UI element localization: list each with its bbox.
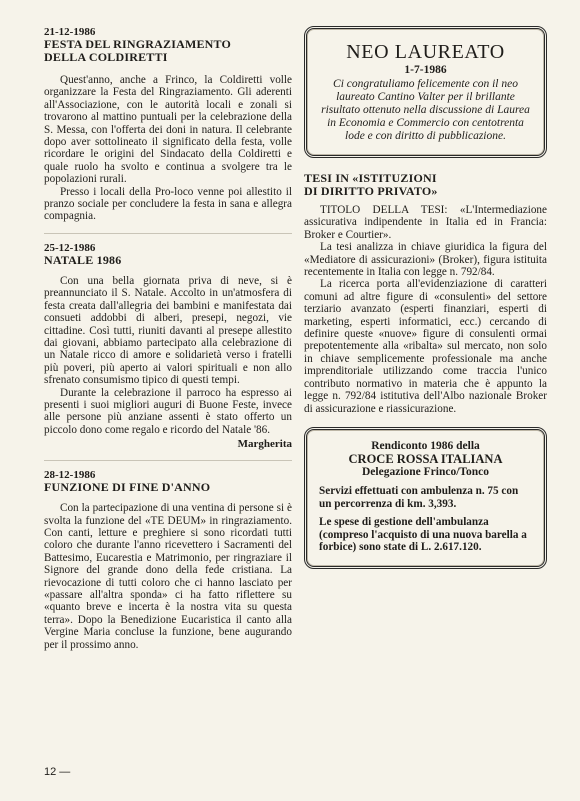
paragraph: Con la partecipazione di una ventina di persone si è svolta la funzione del «TE DEUM» in ringraziamento. Con canti, letture e preghiere si sono ricordati tutti coloro che durante l'anno ricevettero i Sacramenti del Battesimo, Eucarestia e Matrimonio, per ringraziare il Signore del grande dono della fede cristiana. La rievocazione di tutti coloro che ci hanno lasciato per «passare all'altra sponda» ci ha fatto riflettere su «quanto breve e incerta è la nostra vita su questa terra». Dopo la Benedizione Eucaristica il canto alla Vergine Maria concluse la funzione, bene augurando per il prossimo anno. [44,502,292,651]
article-body [44,275,292,436]
page-number: 12 — [44,766,71,778]
paragraph: Servizi effettuati con ambulenza n. 75 con un percorrenza di km. 3,393. [319,484,519,510]
signature: Margherita [237,438,292,451]
article-title: DI DIRITTO PRIVATO» [304,184,438,198]
croce-rossa-box [304,427,547,569]
box-subtitle: Rendiconto 1986 della [371,439,480,452]
article-tesi [304,172,547,415]
box-date: 1-7-1986 [404,64,447,76]
paragraph: Quest'anno, anche a Frinco, la Coldiretti volle organizzare la Festa del Ringraziamento. Gli aderenti all'Associazione, con le autorità locali e zonali si trovarono al mattino puntuali per la celebrazione della S. Messa, con l'offerta dei doni in natura. Il celebrante dopo aver sottolineato il significato della festa, volle ricordare le origini del Sindacato della Coldiretti e quale ruolo ha svolto e continua a svolgere tra le popolazioni rurali. [44,74,292,186]
article-title: FESTA DEL RINGRAZIAMENTO [44,37,232,51]
article-date: 25-12-1986 [44,241,96,254]
article-title: DELLA COLDIRETTI [44,50,168,64]
paragraph: TITOLO DELLA TESI: «L'Intermediazione assicurativa indipendente in Italia ed in Francia: Broker e Courtier». [304,204,547,241]
article-title: FUNZIONE DI FINE D'ANNO [44,480,211,495]
box-title: NEO LAUREATO [346,41,505,63]
paragraph: Presso i locali della Pro-loco venne poi allestito il pranzo sociale per concludere la festa in sana e allegra compagnia. [44,185,292,223]
article-date: 28-12-1986 [44,469,96,482]
neo-laureato-box [304,26,547,158]
left-column [44,26,292,661]
box-title: CROCE ROSSA ITALIANA [348,451,503,466]
box-subtitle: Delegazione Frinco/Tonco [361,465,490,478]
paragraph: Con una bella giornata priva di neve, si è preannunciato il S. Natale. Accolto in un'atmosfera di festa creata dall'allegria dei bambini e manifestata dai consueti addobbi di alberi, presepi, negozi, vie cittadine. Così tutti, riuniti davanti al presepe allestito dai giovani, abbiamo partecipato alla celebrazione di un Natale ricco di amore e solidarietà verso i fratelli più poveri, più aperto ai valori spirituali e non allo sfrenato consumismo tipico di questi tempi. [44,274,292,387]
box-text: Ci congratuliamo felicemente con il neo laureato Cantino Valter per il brillante risultato ottenuto nella discussione di Laurea in Economia e Commercio con centotrenta lode e con diritto di pubblicazione. [321,78,530,142]
article-body [44,74,292,223]
box-body [319,485,532,554]
article-natale-1986 [44,242,292,450]
divider [44,233,292,234]
right-column [304,26,547,569]
article-body [304,204,547,415]
paragraph: La ricerca porta all'evidenziazione di caratteri comuni ad altre figure di «consulenti» del settore terziario avanzato (esperti finanziari, esperti di marketing, esperti informatici, ecc.) cercando di definire queste «nuove» figure di consulenti ormai prepotentemente alla «ribalta» sul mercato, non solo in chiave semplicemente professionale ma anche imprenditoriale utilizzando come traccia l'unico contributo normativo in materia che è appunto la legge n. 792/84 istitutiva dell'Albo nazionale Broker di assicurazione e riassicurazione. [304,278,547,415]
paragraph: Le spese di gestione dell'ambulanza (compreso l'acquisto di una nuova barella a forbice) sono state di L. 2.617.120. [319,516,527,554]
paragraph: La tesi analizza in chiave giuridica la figura del «Mediatore di assicurazioni» (Broker), figura istituita recentemente in Italia con legge n. 792/84. [304,241,547,279]
article-body [44,502,292,651]
article-title: TESI IN «ISTITUZIONI [304,171,437,185]
divider [44,460,292,461]
article-funzione-fine-anno [44,469,292,651]
article-date: 21-12-1986 [44,26,96,38]
article-festa-ringraziamento [44,26,292,223]
article-title: NATALE 1986 [44,252,122,267]
paragraph: Durante la celebrazione il parroco ha espresso ai presenti i suoi migliori auguri di Buone Feste, invece alle persone più anziane assenti è stato offerto un piccolo dono come regalo e ricordo del Natale '86. [44,386,292,436]
